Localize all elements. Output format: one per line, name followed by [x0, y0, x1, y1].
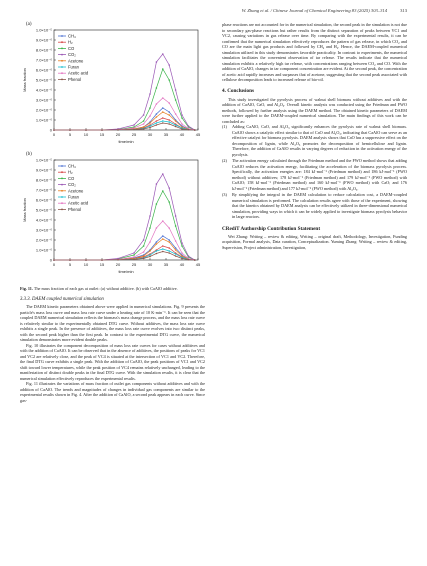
- legend-marker: [61, 196, 63, 198]
- legend-entry: Acetic acid: [68, 200, 89, 206]
- x-tick-label: 35: [163, 262, 169, 267]
- series-point: [156, 203, 158, 205]
- chart-a-svg: [20, 22, 205, 152]
- finding-text: Adding CaAlO, CaO, and Al₂O₃ significantly enhances the pyrolysis rate of walnut shell biomass. CaAlO shows a catalytic effect similar to that of CaO and Al₂O₃, indicating that CaAlO can serve as an effective catalyst for biomass pyrolysis. DAEM analysis shows that CaO has a suppressive effect on the decomposition of lignin, while Al₂O₃ promotes the decomposition of hemicellulose and lignin. Therefore, the addition of CaAlO results in varying degrees of reduction in the activation energy of the pyrolysis.: [232, 124, 407, 157]
- series-point: [168, 252, 170, 254]
- series-point: [175, 124, 177, 126]
- legend-entry: CO: [68, 45, 75, 51]
- x-tick-label: 10: [83, 132, 89, 137]
- series-point: [181, 242, 183, 244]
- credit-heading: CRediT Authorship Contribution Statement: [222, 225, 321, 232]
- running-title: W. Zhang et al. / Chinese Journal of Chemical Engineering 83 (2025) 303–314: [241, 8, 387, 13]
- x-tick-label: 30: [147, 262, 153, 267]
- chart-panel-b: [20, 152, 205, 282]
- legend-entry: Furan: [68, 64, 79, 70]
- left-paragraph-3: Fig. 11 illustrates the variations of mass fraction of outlet gas components without additives and with the addition of CaAlO. The trends and magnitudes of changes in individual gas components are similar to the experimental results shown in Fig. 4. After the addition of CaAlO, a second peak appears in each curve. Since gas-: [20, 381, 205, 403]
- series-point: [175, 126, 177, 128]
- y-tick-label: 3.0×10⁻⁶: [35, 227, 52, 233]
- finding-text: By simplifying the integral in the DAEM calculation to reduce calculation cost, a DAEM-coupled numerical simulation is performed. The calculation results agree with those of the experiment, showing that the kinetics obtained by DAEM analysis can be effectively utilized in three-dimensional numerical simulation, providing ways in which it can be widely applied to investigate biomass pyrolysis behavior in large reactors.: [232, 192, 407, 219]
- series-point: [143, 114, 145, 116]
- series-point: [162, 190, 164, 192]
- y-tick-label: 4.0×10⁻⁶: [35, 217, 52, 223]
- series-point: [181, 255, 183, 257]
- series-point: [53, 129, 55, 131]
- series-point: [168, 114, 170, 116]
- series-point: [175, 240, 177, 242]
- legend-marker: [61, 48, 63, 50]
- x-tick-label: 15: [99, 262, 105, 267]
- series-point: [156, 122, 158, 124]
- caption-label: Fig. 11.: [20, 286, 33, 291]
- series-point: [194, 259, 196, 261]
- y-tick-label: 1.0×10⁻⁵: [35, 27, 52, 33]
- running-head: [20, 8, 407, 18]
- series-point: [162, 173, 164, 175]
- series-point: [175, 253, 177, 255]
- series-point: [162, 120, 164, 122]
- y-tick-label: 8.0×10⁻⁶: [35, 177, 52, 183]
- legend-entry: CO: [68, 175, 75, 181]
- series-point: [149, 122, 151, 124]
- x-tick-label: 0: [52, 262, 56, 267]
- series-point: [162, 111, 164, 113]
- left-column: [20, 22, 205, 403]
- finding-number: (3): [222, 192, 227, 197]
- y-tick-label: 5.0×10⁻⁶: [35, 207, 52, 213]
- series-point: [101, 129, 103, 131]
- series-point: [156, 61, 158, 63]
- series-point: [181, 117, 183, 119]
- y-tick-label: 7.0×10⁻⁶: [35, 57, 52, 63]
- x-tick-label: 45: [195, 262, 201, 267]
- series-point: [175, 99, 177, 101]
- series-point: [181, 245, 183, 247]
- series-point: [149, 93, 151, 95]
- finding-text: The activation energy calculated through the Friedman method and the FWO method shows that adding CaAlO reduces the activation energy, facilitating the acceleration of the biomass pyrolysis process. Specifically, the activation energies are: 184 kJ·mol⁻¹ (Friedman method) and 186 kJ·mol⁻¹ (FWO method) without additives; 178 kJ·mol⁻¹ (Friedman method) and 179 kJ·mol⁻¹ (FWO method) with CaAlO; 158 kJ·mol⁻¹ (Friedman method) and 160 kJ·mol⁻¹ (FWO method) with CaO; and 176 kJ·mol⁻¹ (Friedman method) and 177 kJ·mol⁻¹ (FWO method) with Al₂O₃.: [232, 158, 407, 191]
- legend-entry: CH₄: [68, 163, 76, 169]
- series-point: [101, 259, 103, 261]
- series-line: [54, 221, 195, 260]
- series-point: [149, 215, 151, 217]
- page-number: 313: [400, 8, 407, 13]
- legend-marker: [61, 209, 63, 211]
- series-point: [168, 64, 170, 66]
- right-column: [222, 22, 407, 250]
- series-point: [85, 259, 87, 261]
- y-tick-label: 3.0×10⁻⁶: [35, 97, 52, 103]
- series-point: [143, 123, 145, 125]
- series-point: [133, 124, 135, 126]
- series-point: [181, 128, 183, 130]
- series-point: [175, 89, 177, 91]
- left-paragraph-2: Fig. 10 illustrates the component decomposition of mass loss rate curves for cases without additives and with the addition of CaAlO. It can be observed that in the absence of additives, the positions of peaks for VC1 and VC2 are relatively close, and the peak of VC4 is situated at the intersection of VC1 and VC2. Therefore, the final DTG curve exhibits a single peak. With the addition of CaAlO, the peak positions of VC1 and VC2 shift toward lower temperatures, while the peak position of VC4 remains relatively unchanged, leading to the manifestation of distinct double peaks in the final DTG curve. With the simulation results, it is clear that the numerical simulation effectively reproduces the experimental results.: [20, 342, 205, 381]
- panel-a-label: (a): [26, 22, 32, 27]
- series-point: [168, 227, 170, 229]
- series-point: [133, 129, 135, 131]
- series-point: [175, 120, 177, 122]
- y-tick-label: 9.0×10⁻⁶: [35, 37, 52, 43]
- series-point: [156, 227, 158, 229]
- series-point: [168, 102, 170, 104]
- y-tick-label: 4.0×10⁻⁶: [35, 87, 52, 93]
- y-tick-label: 6.0×10⁻⁶: [35, 197, 52, 203]
- series-point: [162, 117, 164, 119]
- y-tick-label: 6.0×10⁻⁶: [35, 67, 52, 73]
- series-point: [175, 215, 177, 217]
- x-axis-label: time/min: [118, 139, 134, 144]
- finding-number: (2): [222, 158, 227, 163]
- series-point: [175, 113, 177, 115]
- series-point: [162, 53, 164, 55]
- x-tick-label: 35: [163, 132, 169, 137]
- series-point: [143, 255, 145, 257]
- series-point: [133, 127, 135, 129]
- series-point: [168, 241, 170, 243]
- series-point: [175, 225, 177, 227]
- chart-panel-a: [20, 22, 205, 152]
- y-tick-label: 1.0×10⁻⁵: [35, 157, 52, 163]
- series-point: [168, 201, 170, 203]
- series-point: [181, 252, 183, 254]
- caption-text: The mass fraction of each gas at outlet: (a) without additive. (b) with CaAlO additive.: [33, 286, 178, 291]
- series-point: [156, 113, 158, 115]
- legend-marker: [61, 190, 63, 192]
- y-tick-label: 2.0×10⁻⁶: [35, 107, 52, 113]
- legend-marker: [61, 165, 63, 167]
- panel-b-label: (b): [26, 152, 32, 157]
- legend-marker: [61, 178, 63, 180]
- series-point: [156, 243, 158, 245]
- series-point: [133, 252, 135, 254]
- subsection-title: 3.3.3. DAEM coupled numerical simulation: [20, 297, 104, 303]
- series-point: [181, 114, 183, 116]
- left-paragraph-1: The DAEM kinetic parameters obtained above were applied in numerical simulations. Fig. 9 presents the particle's mass loss curve and mass loss rate curve under a heating rate of 10 K·min⁻¹. It can be seen that the coupled DAEM numerical simulation reflects the biomass's mass change process, and the mass loss rate curve is relatively similar to the experimentally obtained DTG curve. Without additives, the mass loss rate curve exhibits a single peak. In the presence of additives, the mass loss rate curve evolves into two distinct peaks, with the second peak higher than the first peak. In contrast to the experimental DTG curve, the numerical simulation demonstrates more evident double peaks.: [20, 304, 205, 343]
- y-tick-label: 2.0×10⁻⁶: [35, 237, 52, 243]
- legend-entry: Acetic acid: [68, 70, 89, 76]
- series-point: [143, 251, 145, 253]
- series-point: [162, 107, 164, 109]
- series-point: [143, 120, 145, 122]
- legend-entry: CO₂: [68, 182, 76, 188]
- series-point: [162, 97, 164, 99]
- series-point: [175, 255, 177, 257]
- legend-marker: [61, 60, 63, 62]
- figure-caption: [20, 286, 205, 291]
- y-tick-label: 8.0×10⁻⁶: [35, 47, 52, 53]
- series-point: [149, 115, 151, 117]
- x-tick-label: 0: [52, 132, 56, 137]
- series-line: [54, 98, 195, 130]
- x-tick-label: 25: [131, 262, 137, 267]
- series-point: [149, 125, 151, 127]
- legend-marker: [61, 54, 63, 56]
- series-point: [53, 259, 55, 261]
- series-point: [162, 68, 164, 70]
- series-point: [143, 128, 145, 130]
- series-point: [69, 259, 71, 261]
- series-point: [188, 255, 190, 257]
- series-point: [149, 107, 151, 109]
- series-point: [162, 238, 164, 240]
- y-tick-label: 5.0×10⁻⁶: [35, 77, 52, 83]
- finding-number: (1): [222, 124, 227, 129]
- finding-item-1: [222, 124, 407, 157]
- series-point: [156, 241, 158, 243]
- right-intro-paragraph: phase reactions are not accounted for in the numerical simulation, the second peak in the simulation is not due to secondary gas-phase reactions but rather results from the distinct separation of peaks between VC1 and VC2, causing variations in gas release over time. By comparing with the experimental results, it can be confirmed that the numerical simulation effectively reproduces the pattern of gas release, in which CO₂ and CO are the main light gas products and followed by CH₄ and H₂. Hence, the DAEM-coupled numerical simulation utilized in this study demonstrates favorable practicality. In contrast to experiments, the numerical simulation facilitates the convenient observation of tar release. The results indicate that the numerical simulation exhibits a relatively high tar release, with concentrations ranging between CO₂ and CO. With the addition of CaAlO, changes in tar component concentration are evident. At the second peak, the concentration of acetic acid rapidly increases and surpasses that of acetone, suggesting that the second peak associated with cellulose decomposition leads to increased release of bio-oil.: [222, 22, 407, 82]
- series-point: [156, 103, 158, 105]
- series-point: [143, 239, 145, 241]
- legend-marker: [61, 184, 63, 186]
- series-point: [156, 124, 158, 126]
- series-point: [143, 258, 145, 260]
- x-axis-label: time/min: [118, 269, 134, 274]
- y-tick-label: 1.0×10⁻⁶: [35, 117, 52, 123]
- series-point: [175, 247, 177, 249]
- conclusions-heading: 4. Conclusions: [222, 87, 254, 94]
- series-point: [168, 187, 170, 189]
- legend-entry: Acetone: [68, 188, 84, 194]
- series-point: [162, 235, 164, 237]
- finding-item-3: [222, 192, 407, 220]
- series-point: [156, 120, 158, 122]
- legend-entry: H₂: [68, 169, 73, 175]
- series-point: [168, 123, 170, 125]
- series-point: [188, 125, 190, 127]
- legend-marker: [61, 72, 63, 74]
- series-point: [156, 183, 158, 185]
- y-axis-label: Mass fraction: [22, 198, 27, 222]
- series-point: [156, 253, 158, 255]
- legend-marker: [61, 171, 63, 173]
- series-point: [162, 220, 164, 222]
- legend-marker: [61, 41, 63, 43]
- series-point: [162, 245, 164, 247]
- series-point: [188, 129, 190, 131]
- y-tick-label: 0: [49, 257, 52, 263]
- legend-entry: Phenol: [68, 206, 82, 212]
- y-tick-label: 7.0×10⁻⁶: [35, 187, 52, 193]
- x-tick-label: 30: [147, 132, 153, 137]
- series-point: [162, 251, 164, 253]
- legend-entry: Furan: [68, 194, 79, 200]
- x-tick-label: 5: [68, 262, 72, 267]
- series-point: [85, 129, 87, 131]
- series-point: [149, 254, 151, 256]
- legend-entry: CO₂: [68, 52, 76, 58]
- x-tick-label: 10: [83, 262, 89, 267]
- series-point: [156, 250, 158, 252]
- y-tick-label: 9.0×10⁻⁶: [35, 167, 52, 173]
- legend-marker: [61, 202, 63, 204]
- series-point: [133, 256, 135, 258]
- legend-entry: Acetone: [68, 58, 84, 64]
- series-point: [149, 241, 151, 243]
- y-tick-label: 1.0×10⁻⁶: [35, 247, 52, 253]
- series-point: [168, 250, 170, 252]
- series-point: [149, 250, 151, 252]
- findings-list: [222, 124, 407, 220]
- series-point: [181, 123, 183, 125]
- series-point: [133, 254, 135, 256]
- series-point: [168, 119, 170, 121]
- legend-marker: [61, 66, 63, 68]
- conclusions-paragraph: This study investigated the pyrolysis process of walnut shell biomass without additives and with the addition of CaAlO, CaO, and Al₂O₃. Overall kinetic analysis was conducted using the Friedman and FWO methods, followed by further analysis using the DAEM method. The obtained kinetic parameters of DAEM were further applied to the DAEM-coupled numerical simulation. The main findings of this work can be concluded as:: [222, 96, 407, 124]
- series-point: [168, 121, 170, 123]
- series-point: [188, 259, 190, 261]
- series-point: [143, 126, 145, 128]
- series-point: [156, 116, 158, 118]
- y-axis-label: Mass fraction: [22, 68, 27, 92]
- series-point: [168, 79, 170, 81]
- series-point: [175, 249, 177, 251]
- series-point: [117, 129, 119, 131]
- series-point: [181, 258, 183, 260]
- series-point: [168, 111, 170, 113]
- series-point: [69, 129, 71, 131]
- legend-marker: [61, 35, 63, 37]
- x-tick-label: 20: [115, 262, 121, 267]
- legend-entry: CH₄: [68, 33, 76, 39]
- x-tick-label: 5: [68, 132, 72, 137]
- series-point: [156, 87, 158, 89]
- legend-marker: [61, 79, 63, 81]
- series-point: [143, 245, 145, 247]
- series-point: [168, 247, 170, 249]
- x-tick-label: 20: [115, 132, 121, 137]
- legend-entry: Phenol: [68, 76, 82, 82]
- series-point: [194, 129, 196, 131]
- y-tick-label: 0: [49, 127, 52, 133]
- series-point: [149, 256, 151, 258]
- series-point: [117, 259, 119, 261]
- series-point: [162, 248, 164, 250]
- chart-b-svg: [20, 152, 205, 282]
- x-tick-label: 40: [179, 262, 185, 267]
- credit-paragraph: Wei Zhang: Writing – review & editing, Writing – original draft, Methodology, Investigation, Funding acquisition, Formal analysis, Data curation, Conceptualization. Yuming Zhang: Writing – review & editing, Supervision, Project administration, Investigation,: [222, 233, 407, 250]
- series-point: [162, 122, 164, 124]
- series-point: [133, 259, 135, 261]
- series-line: [54, 239, 195, 260]
- series-point: [149, 227, 151, 229]
- finding-item-2: [222, 158, 407, 191]
- x-tick-label: 40: [179, 132, 185, 137]
- x-tick-label: 15: [99, 132, 105, 137]
- x-tick-label: 45: [195, 132, 201, 137]
- series-point: [149, 127, 151, 129]
- x-tick-label: 25: [131, 132, 137, 137]
- legend-entry: H₂: [68, 39, 73, 45]
- series-point: [168, 239, 170, 241]
